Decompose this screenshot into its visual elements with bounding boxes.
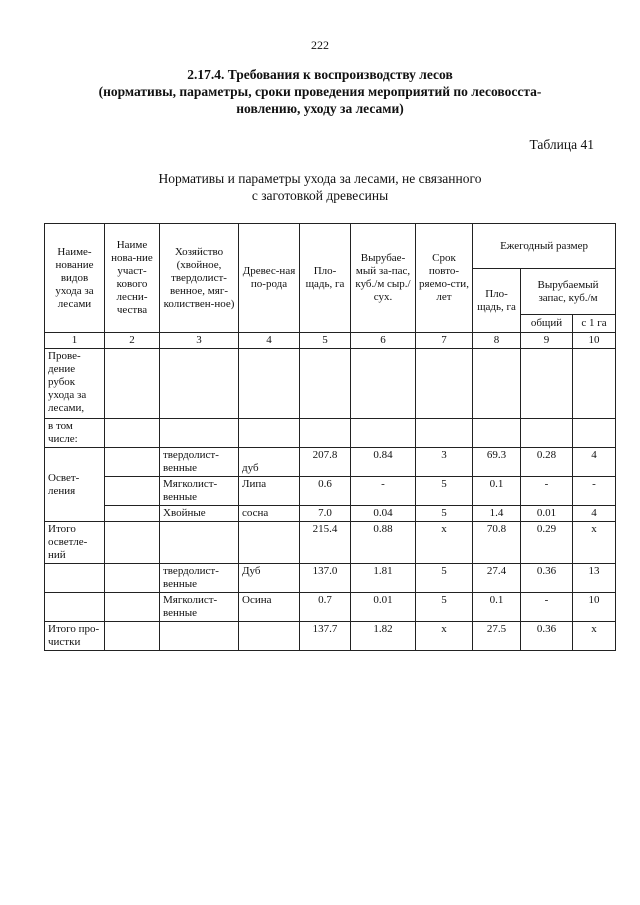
cell-period: 5 <box>416 564 473 593</box>
column-number: 7 <box>416 333 473 349</box>
header-annual: Ежегодный размер <box>473 224 616 269</box>
cell-stock: 1.81 <box>351 564 416 593</box>
column-number: 6 <box>351 333 416 349</box>
header-area: Пло-щадь, га <box>300 224 351 333</box>
cell-annual-per-ha: - <box>573 477 616 506</box>
cell-annual-area: 27.4 <box>473 564 521 593</box>
cell-period: 5 <box>416 477 473 506</box>
cell-stock: 0.84 <box>351 448 416 477</box>
column-number: 4 <box>239 333 300 349</box>
column-number: 9 <box>521 333 573 349</box>
section-heading-line-1: 2.17.4. Требования к воспроизводству лесов <box>187 67 453 82</box>
norms-table <box>44 223 616 651</box>
table-caption <box>40 170 600 204</box>
cell-species: Липа <box>239 477 300 506</box>
cell-farm: твердолист-венные <box>160 564 239 593</box>
cell-period: 5 <box>416 506 473 522</box>
table-row <box>45 564 616 593</box>
table-row <box>45 506 616 522</box>
section-heading-line-2: (нормативы, параметры, сроки проведения мероприятий по лесовосста- <box>98 84 542 99</box>
column-number: 3 <box>160 333 239 349</box>
cell-area: 137.7 <box>300 622 351 651</box>
header-farm: Хозяйство (хвойное, твердолист-венное, мяг-колиствен-ное) <box>160 224 239 333</box>
header-annual-stock: Вырубаемый запас, куб./м <box>521 269 616 315</box>
cell-species: сосна <box>239 506 300 522</box>
cell-period: 3 <box>416 448 473 477</box>
cell-farm: твердолист-венные <box>160 448 239 477</box>
cell-annual-area: 69.3 <box>473 448 521 477</box>
row-label-clearing-total: Итого осветле-ний <box>45 522 105 564</box>
cell-annual-per-ha: х <box>573 522 616 564</box>
cell-farm: Хвойные <box>160 506 239 522</box>
cell-annual-area: 0.1 <box>473 477 521 506</box>
cell-area: 215.4 <box>300 522 351 564</box>
table-row <box>45 593 616 622</box>
column-number: 1 <box>45 333 105 349</box>
cell-annual-per-ha: 13 <box>573 564 616 593</box>
cell-area: 0.6 <box>300 477 351 506</box>
cell-annual-area: 27.5 <box>473 622 521 651</box>
cell-annual-per-ha: х <box>573 622 616 651</box>
cell-annual-per-ha: 10 <box>573 593 616 622</box>
table-row <box>45 477 616 506</box>
column-numbers-row <box>45 333 616 349</box>
header-annual-per-ha: с 1 га <box>573 315 616 333</box>
header-district-name: Наиме нова-ние участ-кового лесни-чества <box>105 224 160 333</box>
cell-stock: 0.01 <box>351 593 416 622</box>
header-type-name: Наиме-нование видов ухода за лесами <box>45 224 105 333</box>
page-number: 222 <box>311 38 329 52</box>
table-row <box>45 349 616 419</box>
cell-annual-area: 1.4 <box>473 506 521 522</box>
cell-farm: Мягколист-венные <box>160 477 239 506</box>
header-period: Срок повто-ряемо-сти, лет <box>416 224 473 333</box>
cell-annual-per-ha: 4 <box>573 506 616 522</box>
header-annual-total: общий <box>521 315 573 333</box>
cell-annual-total: 0.01 <box>521 506 573 522</box>
table-row <box>45 522 616 564</box>
cell-species: Осина <box>239 593 300 622</box>
cell-annual-total: 0.36 <box>521 622 573 651</box>
cell-period: х <box>416 522 473 564</box>
cell-annual-total: 0.28 <box>521 448 573 477</box>
cell-area: 0.7 <box>300 593 351 622</box>
row-label-cleaning-total: Итого про-чистки <box>45 622 105 651</box>
cell-species: дуб <box>239 448 300 477</box>
cell-area: 7.0 <box>300 506 351 522</box>
table-caption-line-1: Нормативы и параметры ухода за лесами, не связанного <box>158 171 482 186</box>
row-label-clearing: Освет-ления <box>45 448 105 522</box>
cell-annual-total: 0.29 <box>521 522 573 564</box>
cell-annual-total: - <box>521 477 573 506</box>
table-row <box>45 622 616 651</box>
cell-species: Дуб <box>239 564 300 593</box>
cell-period: х <box>416 622 473 651</box>
header-stock-felled: Вырубае-мый за-пас, куб./м сыр./сух. <box>351 224 416 333</box>
cell-annual-total: 0.36 <box>521 564 573 593</box>
table-row <box>45 448 616 477</box>
row-label-including: в том числе: <box>45 419 105 448</box>
cell-annual-per-ha: 4 <box>573 448 616 477</box>
cell-annual-area: 0.1 <box>473 593 521 622</box>
cell-area: 207.8 <box>300 448 351 477</box>
column-number: 8 <box>473 333 521 349</box>
column-number: 5 <box>300 333 351 349</box>
row-label-felling: Прове-дение рубок ухода за лесами, <box>45 349 105 419</box>
table-number: Таблица 41 <box>529 137 594 152</box>
cell-annual-total: - <box>521 593 573 622</box>
table-caption-line-2: с заготовкой древесины <box>251 188 389 203</box>
cell-area: 137.0 <box>300 564 351 593</box>
column-number: 10 <box>573 333 616 349</box>
cell-stock: 1.82 <box>351 622 416 651</box>
cell-annual-area: 70.8 <box>473 522 521 564</box>
header-annual-area: Пло-щадь, га <box>473 269 521 333</box>
column-number: 2 <box>105 333 160 349</box>
table-row <box>45 419 616 448</box>
header-species: Древес-ная по-рода <box>239 224 300 333</box>
cell-stock: 0.88 <box>351 522 416 564</box>
cell-stock: 0.04 <box>351 506 416 522</box>
section-heading-line-3: новлению, уходу за лесами) <box>236 101 404 116</box>
section-heading <box>40 66 600 117</box>
cell-stock: - <box>351 477 416 506</box>
cell-period: 5 <box>416 593 473 622</box>
cell-farm: Мягколист-венные <box>160 593 239 622</box>
